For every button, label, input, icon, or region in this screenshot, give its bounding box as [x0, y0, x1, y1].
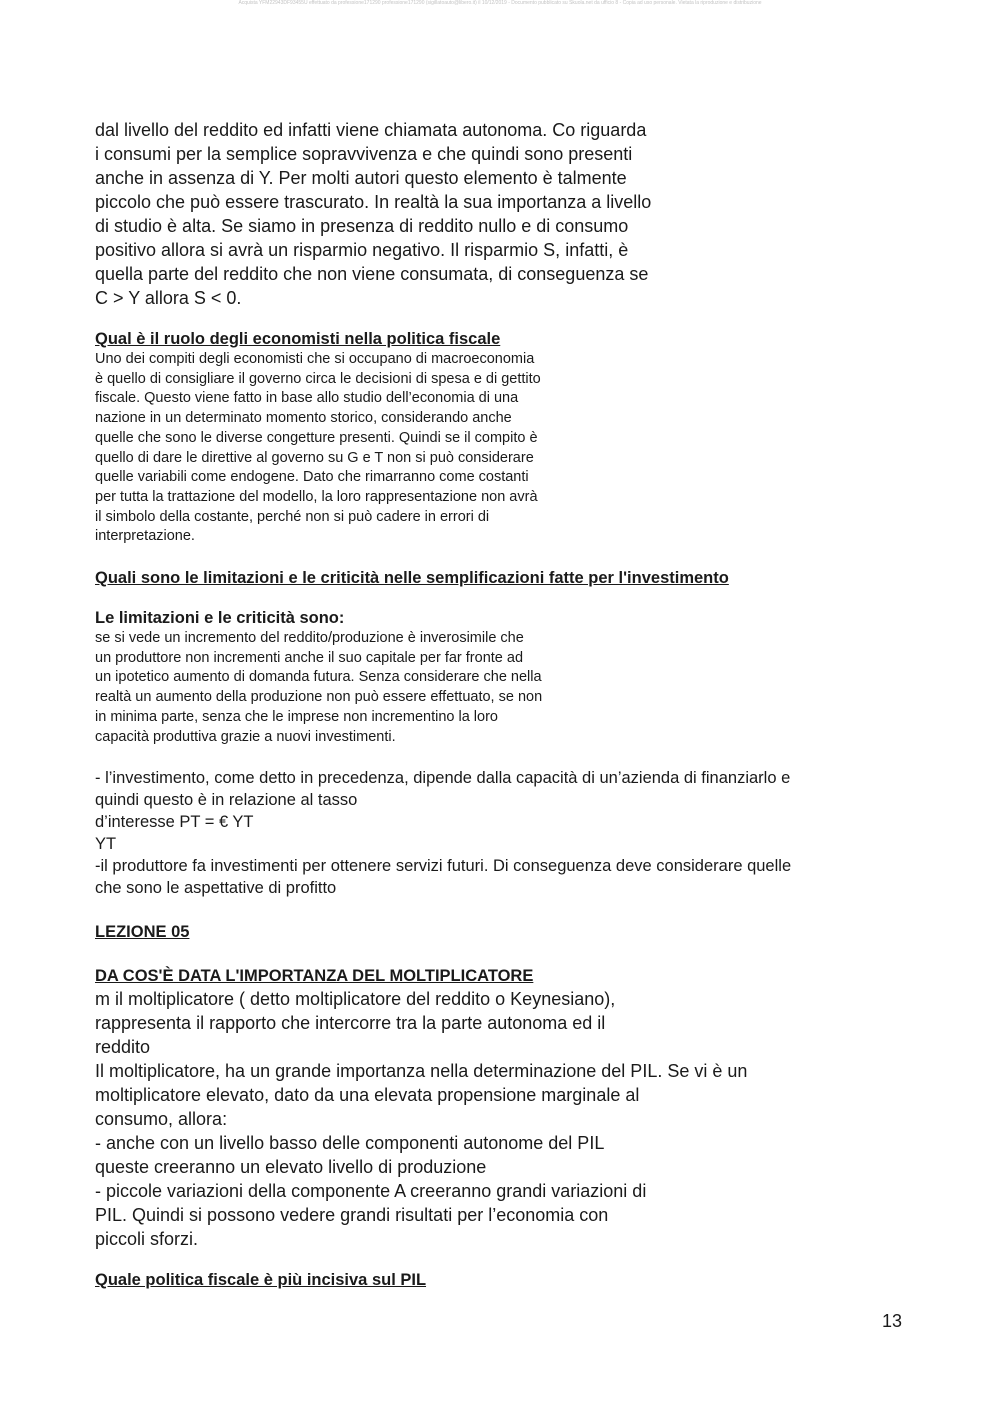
heading-lezione: LEZIONE 05 [95, 923, 190, 942]
page-number: 13 [882, 1311, 903, 1331]
paragraph-investimento: - l’investimento, come detto in precedenza, dipende dalla capacità di un’azienda di finanziarlo e quindi questo è in relazione al tasso d’interesse PT = € YT YT -il produttore fa investimenti per ottenere servizi futuri. Di conseguenza deve considerare quelle che sono le aspettative di profitto [95, 769, 792, 898]
paragraph-moltiplicatore: m il moltiplicatore ( detto moltiplicatore del reddito o Keynesiano), rappresenta il rapporto che intercorre tra la parte autonoma ed il reddito Il moltiplicatore, ha un grande importanza nella determinazione del PIL. Se vi è un moltiplicatore elevato, dato da una elevata propensione marginale al consumo, allora: - anche con un livello basso delle componenti autonome del PIL queste creeranno un elevato livello di produzione - piccole variazioni della componente A creeranno grandi variazioni di PIL. Quindi si possono vedere grandi risultati per l’economia con piccoli sforzi. [95, 989, 748, 1250]
watermark: Acquista YFM22943DF93455U effettuato da professione171290 professione171290 (sigillatoauto@libero.it) il 10/12/2019 - Documento pubblicato su Skuola.net da ufficio 8 - Copia ad uso personale. Vietata la riproduzione e distribuzione [238, 0, 762, 6]
heading-limitazioni: Quali sono le limitazioni e le criticità nelle semplificazioni fatte per l'investimento [95, 569, 729, 588]
heading-ruolo-economisti: Qual è il ruolo degli economisti nella politica fiscale [95, 330, 501, 348]
paragraph-limitazioni: se si vede un incremento del reddito/produzione è inverosimile che un produttore non incrementi anche il suo capitale per far fronte ad un ipotetico aumento di domanda futura. Senza considerare che nella realtà un aumento della produzione non può essere effettuato, se non in minima parte, senza che le imprese non incrementino la loro capacità produttiva grazie a nuovi investimenti. [95, 630, 543, 745]
paragraph-intro: dal livello del reddito ed infatti viene chiamata autonoma. Co riguarda i consumi per la semplice sopravvivenza e che quindi sono presenti anche in assenza di Y. Per molti autori questo elemento è talmente piccolo che può essere trascurato. In realtà la sua importanza a livello di studio è alta. Se siamo in presenza di reddito nullo e di consumo positivo allora si avrà un risparmio negativo. Il risparmio S, infatti, è quella parte del reddito che non viene consumata, di conseguenza se C > Y allora S < 0. [95, 120, 652, 308]
paragraph-ruolo-economisti: Uno dei compiti degli economisti che si occupano di macroeconomia è quello di consigliare il governo circa le decisioni di spesa e di gettito fiscale. Questo viene fatto in base allo studio dell’economia di una nazione in un determinato momento storico, considerando anche quelle che sono le diverse congetture presenti. Quindi se il compito è quello di dare le direttive al governo su G e T non si può considerare quelle variabili come endogene. Dato che rimarranno come costanti per tutta la trattazione del modello, la loro rappresentazione non avrà il simbolo della costante, perché non si può cadere in errori di interpretazione. [95, 351, 541, 545]
heading-politica-fiscale: Quale politica fiscale è più incisiva sul PIL [95, 1271, 427, 1290]
page-content [95, 118, 895, 1291]
subheading-limitazioni: Le limitazioni e le criticità sono: [95, 609, 345, 628]
heading-moltiplicatore: DA COS'È DATA L'IMPORTANZA DEL MOLTIPLICATORE [95, 967, 534, 986]
